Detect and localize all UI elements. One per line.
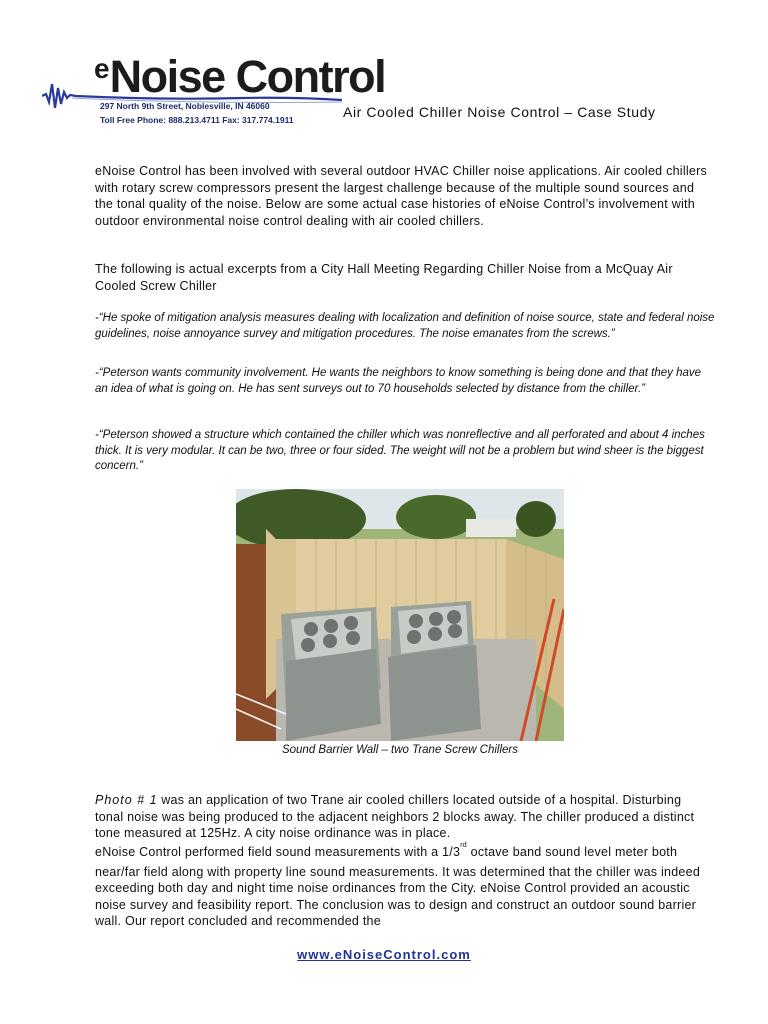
intro-paragraph: eNoise Control has been involved with several outdoor HVAC Chiller noise applications. Air cooled chillers with rotary screw compressors present the largest challenge because of the multiple sound sources and the tonal quality of the noise. Below are some actual case histories of eNoise Control’s involvement with outdoor environmental noise control dealing with air cooled chillers. bbox=[95, 164, 707, 228]
photo-1-paragraph bbox=[95, 792, 710, 842]
document-title: Air Cooled Chiller Noise Control – Case Study bbox=[343, 104, 656, 120]
measurement-paragraph bbox=[95, 844, 710, 930]
chiller-photo bbox=[236, 489, 564, 741]
website-link[interactable]: www.eNoiseControl.com bbox=[297, 947, 471, 962]
quote-2: -“Peterson wants community involvement. He wants the neighbors to know something is being done and that they have an idea of what is going on. He has sent surveys out to 70 households selected by distance from the chiller.” bbox=[95, 367, 702, 395]
excerpt-intro: The following is actual excerpts from a City Hall Meeting Regarding Chiller Noise from a McQuay Air Cooled Screw Chiller bbox=[95, 262, 673, 293]
photo-1-text: was an application of two Trane air cooled chillers located outside of a hospital. Disturbing tonal noise was being produced to the adjacent neighbors 2 blocks away. The chiller produced a distinct tone measured at 125Hz. A city noise ordinance was in place. bbox=[95, 793, 695, 840]
company-logo bbox=[42, 44, 386, 128]
superscript-rd: rd bbox=[460, 842, 467, 849]
logo-e: e bbox=[94, 53, 110, 84]
logo-name: Noise Control bbox=[109, 51, 386, 102]
measurement-text-rest: octave band sound level meter both near/far field along with property line sound measurements. It was determined that the chiller was indeed exceeding both day and night time noise ordinances from the City. eNoise Control provided an acoustic noise survey and feasibility report. The conclusion was to design and construct an outdoor sound barrier wall. Our report concluded and recommended the bbox=[95, 845, 701, 928]
quote-3: -“Peterson showed a structure which contained the chiller which was nonreflective and all perforated and about 4 inches thick. It is very modular. It can be two, three or four sided. The weight will not be a problem but wind sheer is the biggest concern.” bbox=[95, 429, 705, 472]
company-phone: Toll Free Phone: 888.213.4711 Fax: 317.774.1911 bbox=[100, 115, 294, 125]
measurement-text-start: eNoise Control performed field sound measurements with a 1/3 bbox=[95, 845, 461, 859]
photo-caption: Sound Barrier Wall – two Trane Screw Chillers bbox=[281, 744, 519, 756]
quote-1: -“He spoke of mitigation analysis measures dealing with localization and definition of noise source, state and federal noise guidelines, noise annoyance survey and mitigation procedures. The noise emanates from the screws.” bbox=[95, 312, 715, 340]
company-address: 297 North 9th Street, Noblesville, IN 46060 bbox=[100, 101, 270, 111]
chiller-photo-illustration bbox=[236, 489, 564, 741]
photo-reference: Photo # 1 bbox=[95, 793, 158, 807]
